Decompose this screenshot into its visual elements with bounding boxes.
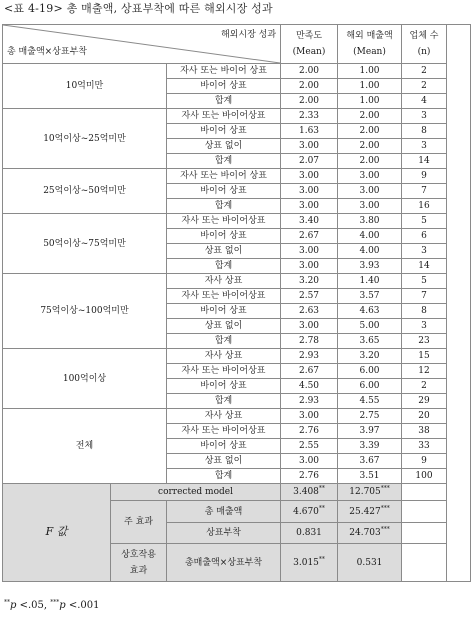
group-label: 75억이상~100억미만 — [3, 274, 167, 349]
count-value: 9 — [402, 454, 447, 469]
sales-value: 1.40 — [338, 274, 402, 289]
sales-value: 1.00 — [338, 94, 402, 109]
count-value: 23 — [402, 334, 447, 349]
footnote-t2: <.001 — [65, 600, 100, 611]
group-label: 10억이상~25억미만 — [3, 109, 167, 169]
footnote — [4, 600, 99, 611]
row-label: 자사 또는 바이어상표 — [167, 364, 281, 379]
table-row — [3, 169, 471, 184]
group-label: 50억이상~75억미만 — [3, 214, 167, 274]
count-value: 29 — [402, 394, 447, 409]
sales-value: 3.80 — [338, 214, 402, 229]
count-value: 5 — [402, 274, 447, 289]
satisfaction-value: 2.57 — [281, 289, 338, 304]
count-value: 14 — [402, 154, 447, 169]
main-effect-label: 주 효과 — [111, 501, 167, 544]
blank-cell — [402, 501, 447, 523]
row-label: 합계 — [167, 154, 281, 169]
row-label: 바이어 상표 — [167, 184, 281, 199]
row-label: 자사 상표 — [167, 349, 281, 364]
f-value-text: F 값 — [45, 525, 68, 538]
main2-sales-sig: *** — [380, 526, 390, 533]
sales-value: 3.97 — [338, 424, 402, 439]
main1-sales — [338, 501, 402, 523]
interaction-label-l1: 상호작용 — [121, 549, 156, 560]
header-diag-top: 해외시장 성과 — [220, 30, 277, 40]
table-row — [3, 214, 471, 229]
satisfaction-value: 4.50 — [281, 379, 338, 394]
main2-satisfaction — [281, 523, 338, 544]
header-diag-bottom: 총 매출액×상표부착 — [7, 47, 87, 57]
blank-cell — [402, 523, 447, 544]
count-value: 12 — [402, 364, 447, 379]
sales-value: 2.00 — [338, 154, 402, 169]
satisfaction-value: 3.00 — [281, 184, 338, 199]
row-label: 바이어 상표 — [167, 229, 281, 244]
sales-value: 4.00 — [338, 244, 402, 259]
count-value: 7 — [402, 184, 447, 199]
footnote-sig2: *** — [50, 599, 60, 606]
satisfaction-value: 3.20 — [281, 274, 338, 289]
interaction-sales — [338, 544, 402, 582]
count-value: 4 — [402, 94, 447, 109]
count-value: 15 — [402, 349, 447, 364]
sales-value: 4.55 — [338, 394, 402, 409]
satisfaction-value: 2.00 — [281, 94, 338, 109]
satisfaction-value: 2.63 — [281, 304, 338, 319]
row-label: 상표 없이 — [167, 139, 281, 154]
header-sales — [338, 25, 402, 64]
main1-satisfaction-number: 4.670 — [293, 506, 319, 517]
sales-value: 3.67 — [338, 454, 402, 469]
satisfaction-value: 2.78 — [281, 334, 338, 349]
diagonal-header-cell — [3, 25, 281, 64]
corrected-model-label: corrected model — [111, 484, 281, 501]
satisfaction-value: 3.00 — [281, 199, 338, 214]
table-row — [3, 64, 471, 79]
sales-value: 6.00 — [338, 379, 402, 394]
main1-sales-number: 25.427 — [349, 506, 381, 517]
table-row — [3, 274, 471, 289]
row-label: 자사 또는 바이어 상표 — [167, 169, 281, 184]
sales-value: 2.00 — [338, 109, 402, 124]
satisfaction-value: 3.00 — [281, 139, 338, 154]
main2-satisfaction-number: 0.831 — [296, 528, 322, 538]
count-value: 14 — [402, 259, 447, 274]
row-label: 자사 또는 바이어상표 — [167, 424, 281, 439]
satisfaction-value: 2.55 — [281, 439, 338, 454]
footnote-t1: <.05, — [16, 600, 51, 611]
satisfaction-value: 3.00 — [281, 244, 338, 259]
sales-value: 3.93 — [338, 259, 402, 274]
header-count-l1: 업체 수 — [409, 31, 439, 41]
main2-sales — [338, 523, 402, 544]
sales-value: 2.00 — [338, 139, 402, 154]
sales-value: 3.00 — [338, 199, 402, 214]
sales-value: 5.00 — [338, 319, 402, 334]
header-satisfaction-l2: (Mean) — [292, 47, 326, 57]
row-label: 자사 또는 바이어상표 — [167, 214, 281, 229]
sales-value: 1.00 — [338, 79, 402, 94]
sales-value: 3.57 — [338, 289, 402, 304]
header-count — [402, 25, 447, 64]
interaction-sub-label: 총매출액×상표부착 — [167, 544, 281, 582]
corrected-sales-sig: *** — [380, 485, 390, 492]
satisfaction-value: 2.00 — [281, 79, 338, 94]
results-table — [2, 24, 471, 582]
count-value: 8 — [402, 124, 447, 139]
count-value: 7 — [402, 289, 447, 304]
satisfaction-value: 2.07 — [281, 154, 338, 169]
count-value: 33 — [402, 439, 447, 454]
interaction-label-l2: 효과 — [129, 565, 148, 576]
corrected-satisfaction-number: 3.408 — [293, 487, 319, 497]
footnote-sig1: ** — [4, 599, 10, 606]
count-value: 16 — [402, 199, 447, 214]
satisfaction-value: 2.76 — [281, 469, 338, 484]
row-label: 바이어 상표 — [167, 379, 281, 394]
satisfaction-value: 2.93 — [281, 349, 338, 364]
satisfaction-value: 2.76 — [281, 424, 338, 439]
satisfaction-value: 3.00 — [281, 169, 338, 184]
satisfaction-value: 2.67 — [281, 229, 338, 244]
row-label: 자사 상표 — [167, 409, 281, 424]
group-label: 100억이상 — [3, 349, 167, 409]
table-row — [3, 349, 471, 364]
count-value: 2 — [402, 79, 447, 94]
row-label: 합계 — [167, 394, 281, 409]
interaction-sales-number: 0.531 — [356, 557, 383, 568]
count-value: 3 — [402, 244, 447, 259]
count-value: 8 — [402, 304, 447, 319]
row-label: 바이어 상표 — [167, 79, 281, 94]
row-label: 자사 또는 바이어 상표 — [167, 64, 281, 79]
main1-satisfaction — [281, 501, 338, 523]
satisfaction-value: 2.93 — [281, 394, 338, 409]
sales-value: 4.63 — [338, 304, 402, 319]
row-label: 자사 또는 바이어상표 — [167, 289, 281, 304]
corrected-satisfaction — [281, 484, 338, 501]
sales-value: 3.00 — [338, 184, 402, 199]
sales-value: 3.20 — [338, 349, 402, 364]
sales-value: 2.75 — [338, 409, 402, 424]
sales-value: 6.00 — [338, 364, 402, 379]
satisfaction-value: 3.00 — [281, 259, 338, 274]
interaction-satisfaction — [281, 544, 338, 582]
satisfaction-value: 2.67 — [281, 364, 338, 379]
header-satisfaction — [281, 25, 338, 64]
footnote-p1: p — [10, 600, 17, 611]
table-row — [3, 409, 471, 424]
satisfaction-value: 1.63 — [281, 124, 338, 139]
row-label: 바이어 상표 — [167, 304, 281, 319]
row-label: 상표 없이 — [167, 454, 281, 469]
main1-sales-sig: *** — [380, 504, 390, 512]
main-effect-sales-label: 총 매출액 — [167, 501, 281, 523]
sales-value: 4.00 — [338, 229, 402, 244]
satisfaction-value: 3.00 — [281, 409, 338, 424]
count-value: 3 — [402, 139, 447, 154]
sales-value: 3.39 — [338, 439, 402, 454]
f-value-label — [3, 484, 111, 582]
count-value: 38 — [402, 424, 447, 439]
row-label: 자사 상표 — [167, 274, 281, 289]
main1-satisfaction-sig: ** — [318, 504, 325, 512]
satisfaction-value: 3.00 — [281, 454, 338, 469]
table-row — [3, 109, 471, 124]
main2-sales-number: 24.703 — [349, 528, 381, 538]
table-caption: <표 4-19> 총 매출액, 상표부착에 따른 해외시장 성과 — [4, 2, 273, 15]
row-label: 자사 또는 바이어상표 — [167, 109, 281, 124]
count-value: 3 — [402, 319, 447, 334]
count-value: 100 — [402, 469, 447, 484]
count-value: 5 — [402, 214, 447, 229]
f-row-corrected — [3, 484, 471, 501]
row-label: 상표 없이 — [167, 319, 281, 334]
count-value: 6 — [402, 229, 447, 244]
row-label: 바이어 상표 — [167, 124, 281, 139]
sales-value: 2.00 — [338, 124, 402, 139]
satisfaction-value: 2.33 — [281, 109, 338, 124]
right-blank-column — [447, 25, 471, 582]
header-sales-l1: 해외 매출액 — [346, 31, 393, 41]
satisfaction-value: 3.40 — [281, 214, 338, 229]
row-label: 합계 — [167, 334, 281, 349]
group-label: 25억이상~50억미만 — [3, 169, 167, 214]
interaction-label — [111, 544, 167, 582]
footnote-p2: p — [59, 600, 66, 611]
count-value: 3 — [402, 109, 447, 124]
count-value: 9 — [402, 169, 447, 184]
group-label: 10억미만 — [3, 64, 167, 109]
sales-value: 1.00 — [338, 64, 402, 79]
row-label: 합계 — [167, 94, 281, 109]
satisfaction-value: 2.00 — [281, 64, 338, 79]
sales-value: 3.65 — [338, 334, 402, 349]
main-effect-brand-label: 상표부착 — [167, 523, 281, 544]
row-label: 합계 — [167, 199, 281, 214]
row-label: 합계 — [167, 259, 281, 274]
count-value: 2 — [402, 64, 447, 79]
sales-value: 3.51 — [338, 469, 402, 484]
header-satisfaction-l1: 만족도 — [295, 31, 323, 41]
sales-value: 3.00 — [338, 169, 402, 184]
header-row — [3, 25, 471, 64]
corrected-sales — [338, 484, 402, 501]
blank-cell — [402, 484, 447, 501]
group-label: 전체 — [3, 409, 167, 484]
interaction-satisfaction-sig: ** — [318, 555, 325, 563]
blank-cell — [402, 544, 447, 582]
corrected-satisfaction-sig: ** — [318, 485, 325, 492]
interaction-satisfaction-number: 3.015 — [293, 557, 319, 568]
count-value: 20 — [402, 409, 447, 424]
header-sales-l2: (Mean) — [353, 47, 386, 57]
row-label: 상표 없이 — [167, 244, 281, 259]
row-label: 바이어 상표 — [167, 439, 281, 454]
row-label: 합계 — [167, 469, 281, 484]
count-value: 2 — [402, 379, 447, 394]
header-count-l2: (n) — [417, 47, 431, 57]
satisfaction-value: 3.00 — [281, 319, 338, 334]
corrected-sales-number: 12.705 — [349, 487, 381, 497]
